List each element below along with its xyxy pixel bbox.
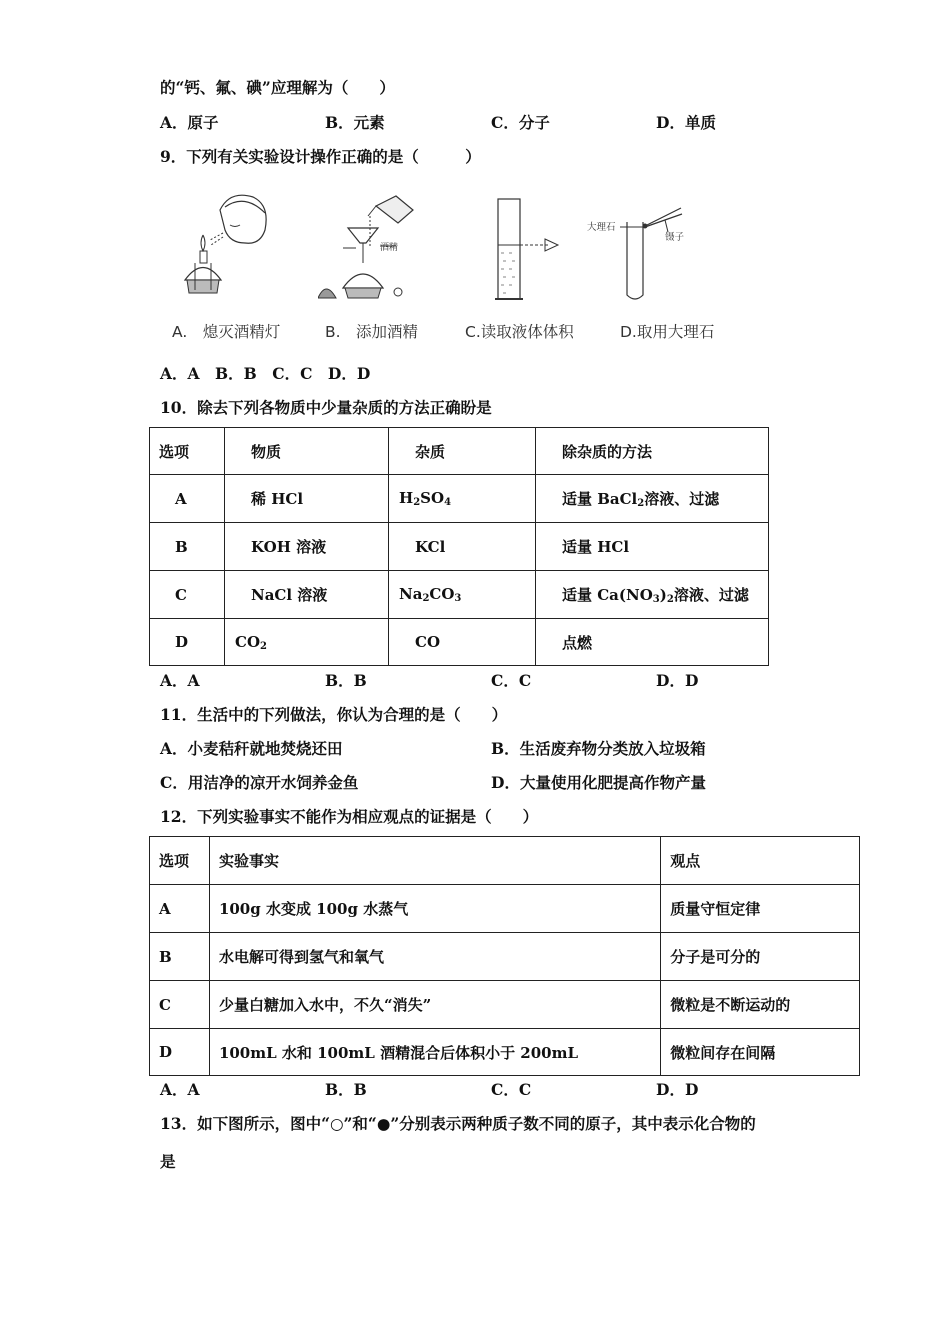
option-cell: C bbox=[150, 571, 225, 619]
taking-marble-figure bbox=[585, 200, 695, 305]
reading-cylinder-figure bbox=[490, 195, 570, 305]
substance-cell: 稀 HCl bbox=[225, 475, 389, 523]
header-cell: 实验事实 bbox=[209, 837, 660, 885]
fig-caption-b: B. 添加酒精 bbox=[325, 323, 419, 341]
view-cell: 质量守恒定律 bbox=[661, 885, 860, 933]
table-row bbox=[150, 475, 769, 523]
q9-stem: 9．下列有关实验设计操作正确的是（ ） bbox=[160, 147, 481, 166]
q11-option-a[interactable]: A．小麦秸秆就地焚烧还田 bbox=[160, 739, 343, 758]
q10-option-c[interactable]: C．C bbox=[491, 671, 532, 690]
method-cell: 适量 HCl bbox=[536, 523, 769, 571]
method-cell: 点燃 bbox=[536, 619, 769, 666]
q10-option-b[interactable]: B．B bbox=[325, 671, 367, 690]
method-cell: 适量 BaCl$_2$溶液、过滤 bbox=[536, 475, 769, 523]
q11-option-c[interactable]: C．用洁净的凉开水饲养金鱼 bbox=[160, 773, 359, 792]
option-cell: D bbox=[150, 619, 225, 666]
option-cell: C bbox=[150, 981, 210, 1029]
q10-option-d[interactable]: D．D bbox=[656, 671, 699, 690]
q13-stem-continued: 是 bbox=[160, 1152, 176, 1171]
q11-stem: 11．生活中的下列做法，你认为合理的是（ ） bbox=[160, 705, 508, 724]
header-cell: 选项 bbox=[150, 837, 210, 885]
method-cell: 适量 $Ca(NO_3)_2$溶液、过滤 bbox=[536, 571, 769, 619]
q8-stem: 的“钙、氟、碘”应理解为（ ） bbox=[160, 78, 395, 97]
view-cell: 微粒间存在间隔 bbox=[661, 1029, 860, 1076]
q8-option-b[interactable]: B．元素 bbox=[325, 113, 385, 132]
q12-option-c[interactable]: C．C bbox=[491, 1080, 532, 1099]
table-row bbox=[150, 981, 860, 1029]
fig-caption-a: A. 熄灭酒精灯 bbox=[172, 323, 281, 341]
impurity-cell: $Na_2CO_3$ bbox=[389, 571, 536, 619]
impurity-cell: KCl bbox=[389, 523, 536, 571]
q12-option-b[interactable]: B．B bbox=[325, 1080, 367, 1099]
tweezers-label: 镊子 bbox=[665, 232, 685, 243]
fact-cell: 水电解可得到氢气和氧气 bbox=[209, 933, 660, 981]
fact-cell: 100mL 水和 100mL 酒精混合后体积小于 200mL bbox=[209, 1029, 660, 1076]
header-cell: 选项 bbox=[150, 428, 225, 475]
option-cell: B bbox=[150, 523, 225, 571]
alcohol-label: 酒精 bbox=[380, 243, 399, 253]
q12-option-a[interactable]: A．A bbox=[160, 1080, 200, 1099]
q8-option-c[interactable]: C．分子 bbox=[491, 113, 550, 132]
option-cell: A bbox=[150, 475, 225, 523]
fig-caption-d: D.取用大理石 bbox=[620, 323, 715, 341]
fig-caption-c: C.读取液体体积 bbox=[465, 323, 574, 341]
impurity-cell: $H_2SO_4$ bbox=[389, 475, 536, 523]
substance-cell: NaCl 溶液 bbox=[225, 571, 389, 619]
option-cell: A bbox=[150, 885, 210, 933]
fact-cell: 少量白糖加入水中，不久“消失” bbox=[209, 981, 660, 1029]
q12-table bbox=[149, 836, 860, 1076]
impurity-cell: CO bbox=[389, 619, 536, 666]
substance-cell: $CO_2$ bbox=[225, 619, 389, 666]
blowing-out-lamp-figure bbox=[175, 185, 285, 300]
option-cell: D bbox=[150, 1029, 210, 1076]
q11-option-d[interactable]: D．大量使用化肥提高作物产量 bbox=[491, 773, 706, 792]
q10-stem: 10．除去下列各物质中少量杂质的方法正确盼是 bbox=[160, 398, 492, 417]
view-cell: 分子是可分的 bbox=[661, 933, 860, 981]
header-cell: 除杂质的方法 bbox=[536, 428, 769, 475]
table-row bbox=[150, 885, 860, 933]
marble-label: 大理石 bbox=[587, 222, 616, 233]
q8-option-d[interactable]: D．单质 bbox=[656, 113, 716, 132]
table-row bbox=[150, 428, 769, 475]
header-cell: 物质 bbox=[225, 428, 389, 475]
q12-option-d[interactable]: D．D bbox=[656, 1080, 699, 1099]
table-row bbox=[150, 523, 769, 571]
q13-stem: 13．如下图所示，图中“○”和“●”分别表示两种质子数不同的原子，其中表示化合物的 bbox=[160, 1114, 756, 1133]
table-row bbox=[150, 837, 860, 885]
adding-alcohol-figure bbox=[318, 188, 428, 300]
header-cell: 观点 bbox=[661, 837, 860, 885]
q9-answer-options[interactable]: A．A B．B C．C D．D bbox=[160, 364, 371, 383]
q11-option-b[interactable]: B．生活废弃物分类放入垃圾箱 bbox=[491, 739, 706, 758]
q10-table bbox=[149, 427, 769, 666]
q8-option-a[interactable]: A．原子 bbox=[160, 113, 219, 132]
table-row bbox=[150, 571, 769, 619]
q10-option-a[interactable]: A．A bbox=[160, 671, 200, 690]
header-cell: 杂质 bbox=[389, 428, 536, 475]
fact-cell: 100g 水变成 100g 水蒸气 bbox=[209, 885, 660, 933]
table-row bbox=[150, 1029, 860, 1076]
q12-stem: 12．下列实验事实不能作为相应观点的证据是（ ） bbox=[160, 807, 539, 826]
view-cell: 微粒是不断运动的 bbox=[661, 981, 860, 1029]
table-row bbox=[150, 619, 769, 666]
substance-cell: KOH 溶液 bbox=[225, 523, 389, 571]
table-row bbox=[150, 933, 860, 981]
option-cell: B bbox=[150, 933, 210, 981]
